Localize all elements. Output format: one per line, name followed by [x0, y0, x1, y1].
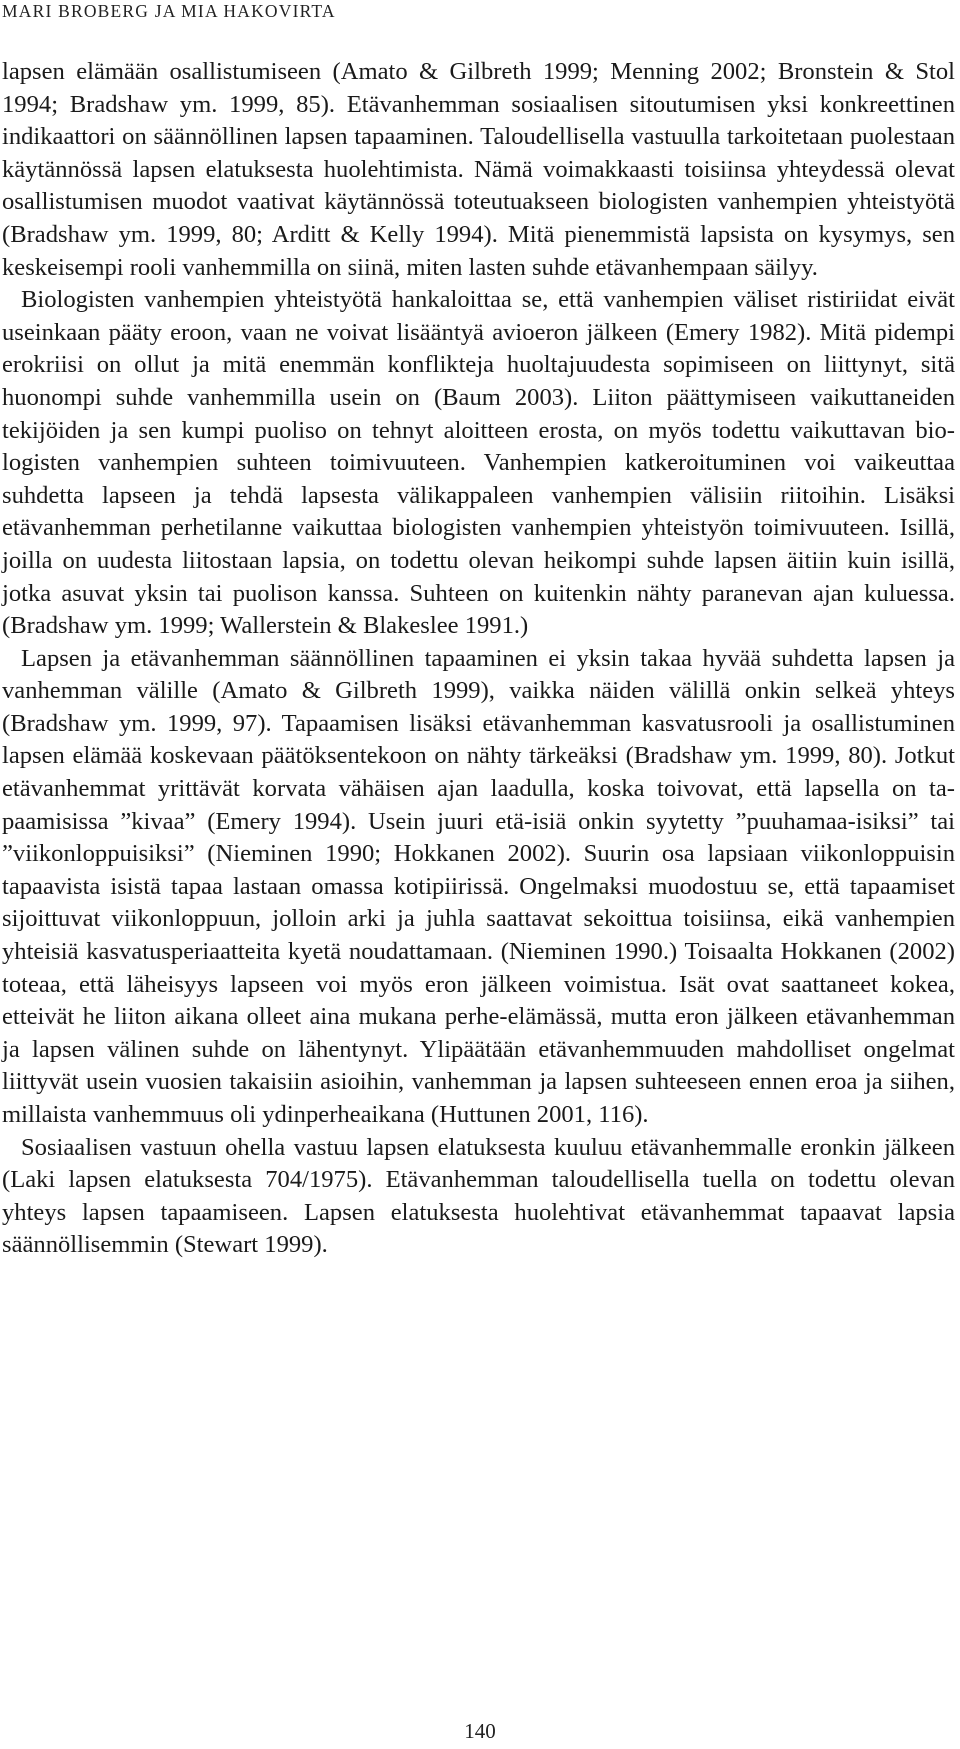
paragraph: Sosiaalisen vastuun ohella vastuu lapsen elatuksesta kuuluu etävanhemmalle eronkin jälkeen (Laki lapsen elatuksesta 704/1975). Etävanhemman taloudellisella tuella on todettu olevan yhteys lapsen tapaamiseen. Lapsen elatuksesta huolehtivat etävanhemmat tapaavat lapsia säännöllisemmin (Stewart 1999). — [2, 1133, 955, 1259]
paragraph: Biologisten vanhempien yhteistyötä hankaloittaa se, että vanhempien väliset ristiriidat eivät useinkaan pääty eroon, vaan ne voivat lisääntyä avioeron jälkeen (Emery 1982). Mitä pidempi erokriisi on ollut ja mitä enemmän konflikteja huoltajuudesta sopimiseen on liittynyt, sitä huonompi suhde vanhemmilla usein on (Baum 2003). Liiton päättymiseen vaikuttaneiden tekijöiden ja sen kumpi puoliso on tehnyt aloitteen erosta, on myös todettu vaikuttavan biologisten vanhempien suhteen toimivuuteen. Vanhempien katkeroituminen voi vaikeuttaa suhdetta lapseen ja tehdä lapsesta välikappaleen vanhempien välisiin riitoihin. Lisäksi etävanhemman perhetilanne vaikuttaa biologisten vanhempien yhteistyön toimivuuteen. Isillä, joilla on uudesta liitostaan lapsia, on todettu olevan heikompi suhde lapsen äitiin kuin isillä, jotka asuvat yksin tai puolison kanssa. Suhteen on kuitenkin nähty paranevan ajan kuluessa. (Bradshaw ym. 1999; Wallerstein & Blakeslee 1991.) — [2, 286, 955, 640]
page-number: 140 — [464, 1719, 496, 1743]
running-head: MARI BROBERG JA MIA HAKOVIRTA — [2, 1, 336, 21]
paragraph: lapsen elämään osallistumiseen (Amato & Gilbreth 1999; Menning 2002; Bronstein & Stol 1994; Bradshaw ym. 1999, 85). Etävanhemman sosiaalisen sitoutumisen yksi konkreettinen indikaattori on säännöllinen lapsen tapaaminen. Taloudellisella vastuulla tarkoitetaan puolestaan käytännössä lapsen elatuksesta huolehtimista. Nämä voimakkaasti toisiinsa yhteydessä olevat osallistumisen muodot vaativat käytännössä toteutuakseen biologisten vanhempien yhteistyötä (Bradshaw ym. 1999, 80; Arditt & Kelly 1994). Mitä pienemmistä lapsista on kysymys, sen keskeisempi rooli vanhemmilla on siinä, miten lasten suhde etävanhempaan säilyy. — [2, 58, 955, 281]
paragraph: Lapsen ja etävanhemman säännöllinen tapaaminen ei yksin takaa hyvää suhdetta lapsen ja vanhemman välille (Amato & Gilbreth 1999), vaikka näiden välillä onkin selkeä yhteys (Bradshaw ym. 1999, 97). Tapaamisen lisäksi etävanhemman kasvatusrooli ja osallistuminen lapsen elämää koskevaan päätöksentekoon on nähty tärkeäksi (Bradshaw ym. 1999, 80). Jotkut etävanhemmat yrittävät korvata vähäisen ajan laadulla, koska toivovat, että lapsella on tapaamisissa ”kivaa” (Emery 1994). Usein juuri etä-isiä onkin syytetty ”puuhamaa-isiksi” tai ”viikonloppuisiksi” (Nieminen 1990; Hokkanen 2002). Suurin osa lapsiaan viikonloppuisin tapaavista isistä tapaa lastaan omassa kotipiirissä. Ongelmaksi muodostuu se, että tapaamiset sijoittuvat viikonloppuun, jolloin arki ja juhla saattavat sekoittua toisiinsa, eikä vanhempien yhteisiä kasvatusperiaatteita kyetä noudattamaan. (Nieminen 1990.) Toisaalta Hokkanen (2002) toteaa, että läheisyys lapseen voi myös eron jälkeen voimistua. Isät ovat saattaneet kokea, etteivät he liiton aikana olleet aina mukana perhe-elämässä, mutta eron jälkeen etävanhemman ja lapsen välinen suhde on lähentynyt. Ylipäätään etävanhemmuuden mahdolliset ongelmat liittyvät usein vuosien takaisiin asioihin, vanhemman ja lapsen suhteeseen ennen eroa ja siihen, millaista vanhemmuus oli ydinperheaikana (Huttunen 2001, 116). — [2, 644, 955, 1128]
body-text — [2, 56, 955, 1262]
